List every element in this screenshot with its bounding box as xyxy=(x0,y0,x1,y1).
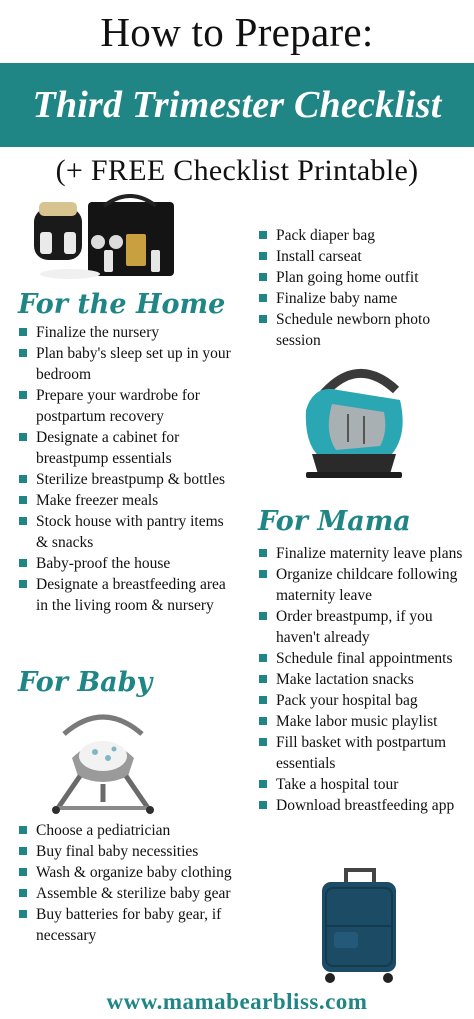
baby-item: Finalize baby name xyxy=(258,288,462,309)
home-item: Designate a cabinet for breastpump essentials xyxy=(18,427,234,469)
home-item: Prepare your wardrobe for postpartum recovery xyxy=(18,385,234,427)
baby-item: Pack diaper bag xyxy=(258,225,462,246)
baby-item: Buy batteries for baby gear, if necessary xyxy=(18,904,240,946)
baby-item: Wash & organize baby clothing xyxy=(18,862,240,883)
baby-heading: For Baby xyxy=(18,667,153,698)
mama-item: Order breastpump, if you haven't already xyxy=(258,606,466,648)
title-banner xyxy=(0,63,474,147)
mama-item: Fill basket with postpartum essentials xyxy=(258,732,466,774)
mama-item: Download breastfeeding app xyxy=(258,795,466,816)
breastpump-bag-image xyxy=(34,194,178,282)
baby-checklist-bottom xyxy=(18,820,240,946)
home-heading: For the Home xyxy=(18,289,226,320)
home-item: Stock house with pantry items & snacks xyxy=(18,511,234,553)
mama-heading: For Mama xyxy=(258,506,411,537)
home-checklist xyxy=(18,322,234,616)
baby-swing-image xyxy=(50,704,156,816)
baby-item: Schedule newborn photo session xyxy=(258,309,462,351)
baby-item: Plan going home outfit xyxy=(258,267,462,288)
mama-item: Organize childcare following maternity leave xyxy=(258,564,466,606)
baby-item: Buy final baby necessities xyxy=(18,841,240,862)
website-url[interactable]: www.mamabearbliss.com xyxy=(106,989,368,1014)
page-title: How to Prepare: xyxy=(100,9,374,55)
home-item: Plan baby's sleep set up in your bedroom xyxy=(18,343,234,385)
home-item: Make freezer meals xyxy=(18,490,234,511)
mama-item: Make lactation snacks xyxy=(258,669,466,690)
baby-checklist-top xyxy=(258,225,462,351)
car-seat-image xyxy=(296,356,410,482)
baby-item: Assemble & sterilize baby gear xyxy=(18,883,240,904)
suitcase-image xyxy=(316,868,402,986)
page-subtitle: (+ FREE Checklist Printable) xyxy=(55,154,419,187)
home-item: Finalize the nursery xyxy=(18,322,234,343)
baby-item: Choose a pediatrician xyxy=(18,820,240,841)
mama-checklist xyxy=(258,543,466,816)
mama-item: Make labor music playlist xyxy=(258,711,466,732)
baby-item: Install carseat xyxy=(258,246,462,267)
mama-item: Schedule final appointments xyxy=(258,648,466,669)
mama-item: Finalize maternity leave plans xyxy=(258,543,466,564)
home-item: Sterilize breastpump & bottles xyxy=(18,469,234,490)
banner-text: Third Trimester Checklist xyxy=(32,84,442,126)
mama-item: Take a hospital tour xyxy=(258,774,466,795)
home-item: Baby-proof the house xyxy=(18,553,234,574)
mama-item: Pack your hospital bag xyxy=(258,690,466,711)
home-item: Designate a breastfeeding area in the living room & nursery xyxy=(18,574,234,616)
